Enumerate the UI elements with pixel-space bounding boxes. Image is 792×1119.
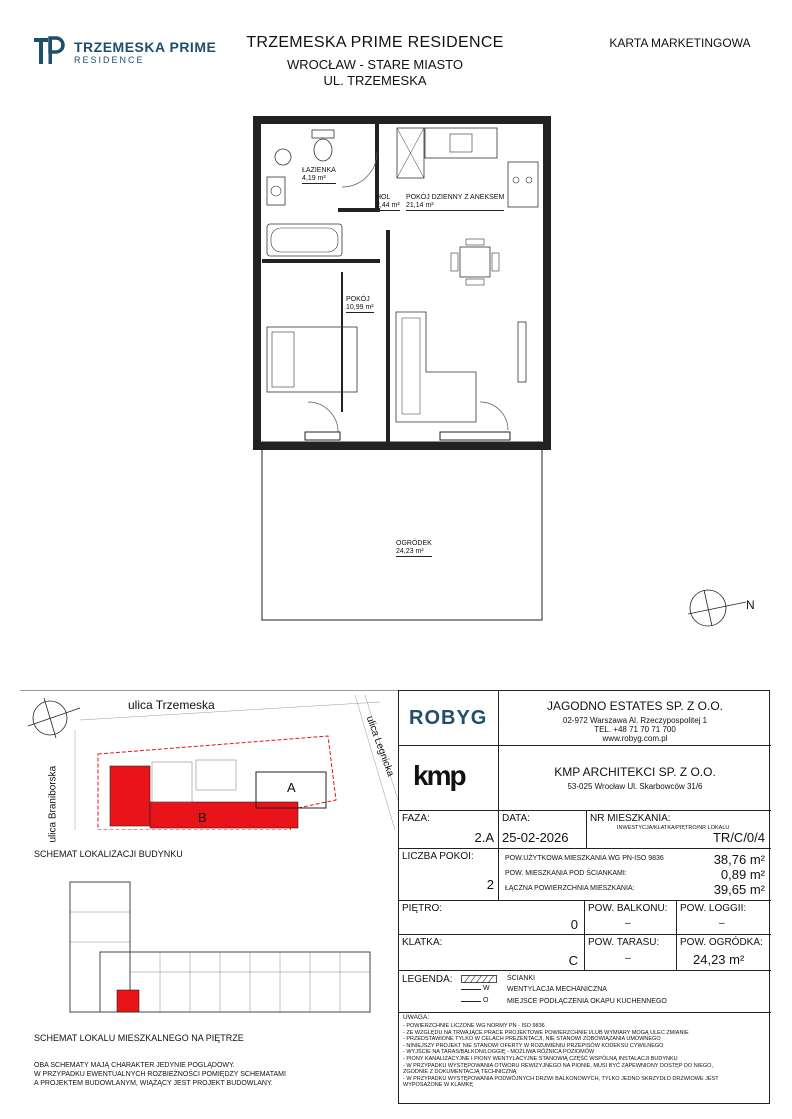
brand-mark-icon (32, 34, 66, 68)
date-cell (499, 811, 587, 849)
room-label-living (406, 194, 504, 211)
loggia-value: – (719, 918, 725, 929)
rooms-label: LICZBA POKOI: (402, 851, 474, 862)
note-line: - NINIEJSZY PROJEKT NIE STANOWI OFERTY W ROZUMIENIU PRZEPISÓW KODEKSU CYWILNEGO (403, 1042, 664, 1049)
developer-address: 02-972 Warszawa Al. Rzeczypospolitej 1 (562, 716, 708, 725)
room-area: 4,19 m² (302, 175, 336, 184)
areas-cell (499, 849, 771, 901)
phase-cell (399, 811, 499, 849)
legend (399, 971, 771, 1013)
under-walls-label: POW. MIESZKANIA POD ŚCIANKAMI: (505, 870, 627, 877)
room-name: POKÓJ (346, 296, 370, 303)
legend-o-key: O (483, 997, 489, 1004)
total-value: 39,65 m² (713, 882, 765, 897)
unit-label: NR MIESZKANIA: (590, 813, 671, 824)
stair-cell (399, 935, 585, 971)
caption-location: SCHEMAT LOKALIZACJI BUDYNKU (34, 849, 183, 859)
garden-value: 24,23 m² (693, 952, 745, 967)
total-label: ŁĄCZNA POWIERZCHNIA MIESZKANIA: (505, 885, 635, 892)
room-name: POKÓJ DZIENNY Z ANEKSEM (406, 194, 505, 201)
street-right: ulica Legnicka (363, 714, 396, 778)
floor-label: PIĘTRO: (402, 903, 443, 914)
kmp-logo: kmp (413, 760, 465, 791)
floor-plan (250, 112, 570, 632)
architect-name: KMP ARCHITEKCI SP. Z O.O. (554, 765, 716, 779)
room-label-hall (376, 194, 400, 211)
loggia-cell (677, 901, 771, 935)
terrace-cell (585, 935, 677, 971)
usable-value: 38,76 m² (713, 852, 765, 867)
note-line: - PIONY KANALIZACYJNE I PIONY WENTYLACYJNE STANOWIĄ CZĘŚĆ WSPÓLNĄ INSTALACJI BUDYNKU (403, 1055, 678, 1062)
location (200, 57, 550, 89)
note-line: - W PRZYPADKU WYSTĘPOWANIA OTWORU REWIZYJNEGO NA PIONIE, MUSI BYĆ ZAPEWNIONY DOSTĘP DO NIEGO, (403, 1062, 713, 1069)
room-name: OGRÓDEK (396, 540, 432, 547)
brand-sub: RESIDENCE (74, 55, 145, 65)
room-label-bathroom (302, 167, 336, 184)
arrow-w-icon (461, 989, 481, 990)
legend-o-text: MIEJSCE PODŁĄCZENIA OKAPU KUCHENNEGO (507, 998, 667, 1005)
floor-schematic (40, 862, 380, 1022)
room-name: HOL (376, 194, 391, 201)
balcony-cell (585, 901, 677, 935)
notes-title: UWAGA: (403, 1014, 430, 1021)
compass (688, 588, 760, 628)
date-label: DATA: (502, 813, 530, 824)
building-a: A (287, 780, 296, 795)
site-map (20, 690, 398, 843)
robyg-logo: ROBYG (409, 707, 488, 729)
developer-web: www.robyg.com.pl (602, 734, 668, 743)
disclaimer-line: OBA SCHEMATY MAJĄ CHARAKTER JEDYNIE POGLĄDOWY. (34, 1062, 235, 1069)
architect-info (499, 746, 771, 811)
street-top: ulica Trzemeska (128, 698, 215, 712)
disclaimer-line: A PROJEKTEM BUDOWLANYM, WIĄŻĄCY JEST PROJEKT BUDOWLANY. (34, 1080, 273, 1087)
note-line: - PRZEDSTAWIONE TYLKO W CELACH PREZENTACJI, NIE STANOWI ZOBOWIĄZANIA UMOWNEGO (403, 1036, 661, 1043)
stair-value: C (568, 953, 578, 968)
usable-label: POW.UŻYTKOWA MIESZKANIA WG PN-ISO 9836 (505, 855, 664, 862)
document-type: KARTA MARKETINGOWA (609, 36, 751, 50)
page-title: TRZEMESKA PRIME RESIDENCE (246, 34, 504, 51)
title-block (398, 690, 770, 1104)
garden-cell (677, 935, 771, 971)
compass-n: N (746, 598, 755, 612)
room-label-garden (396, 540, 432, 557)
room-name: ŁAZIENKA (302, 167, 336, 174)
note-line: - WYJŚCIE NA TARAS/BALKON/LOGGIĘ - MOŻLIWA RÓŻNICA POZIOMÓW (403, 1049, 595, 1056)
note-line: ZGODNIE Z DOKUMENTACJĄ TECHNICZNĄ (403, 1069, 517, 1076)
caption-floor: SCHEMAT LOKALU MIESZKALNEGO NA PIĘTRZE (34, 1033, 244, 1043)
note-line: - POWIERZCHNIE LICZONE WG NORMY PN - ISO 9836 (403, 1023, 545, 1029)
architect-address: 53-025 Wrocław Ul. Skarbowców 31/6 (567, 782, 703, 791)
rooms-value: 2 (486, 877, 494, 892)
room-area: 21,14 m² (406, 202, 504, 211)
developer-logo-cell (399, 691, 499, 746)
disclaimer-line: W PRZYPADKU EWENTUALNYCH ROZBIEŻNOŚCI POMIĘDZY SCHEMATAMI (34, 1071, 286, 1078)
legend-label: LEGENDA: (402, 974, 453, 985)
floor-value: 0 (570, 917, 578, 932)
room-label-bedroom (346, 296, 374, 313)
unit-sub: INWESTYCJA/KLATKA/PIĘTRO/NR LOKALU (617, 825, 730, 831)
note-line: - ZE WZGLĘDU NA TRWAJĄCE PRACE PROJEKTOWE POWIERZCHNIE I/LUB WYMIARY MOGĄ ULEC ZMIANIE (403, 1029, 689, 1036)
under-walls-value: 0,89 m² (720, 867, 765, 882)
room-area: 2,44 m² (376, 202, 400, 209)
room-area: 10,99 m² (346, 304, 374, 311)
notes-list (403, 1023, 719, 1089)
legend-walls: ŚCIANKI (507, 975, 536, 982)
legend-w-text: WENTYLACJA MECHANICZNA (507, 986, 607, 993)
street-left: ulica Braniborska (47, 765, 59, 843)
unit-value: TR/C/0/4 (712, 830, 765, 845)
phase-value: 2.A (474, 830, 494, 845)
phase-label: FAZA: (402, 813, 430, 824)
rooms-cell (399, 849, 499, 901)
city: WROCŁAW - STARE MIASTO (287, 57, 463, 72)
developer-name: JAGODNO ESTATES SP. Z O.O. (546, 699, 724, 713)
terrace-value: – (625, 953, 631, 964)
balcony-label: POW. BALKONU: (588, 903, 668, 914)
brand-name: TRZEMESKA PRIME (74, 39, 217, 55)
legend-w-key: W (483, 985, 490, 992)
street: UL. TRZEMESKA (323, 73, 427, 88)
walls-hatch-icon (461, 975, 497, 983)
note-line: - W PRZYPADKU WYSTĘPOWANIA PODWÓJNYCH DRZWI BALKONOWYCH, TYLKO JEDNO SKRZYDŁO DRZWIOWE JEST (403, 1075, 719, 1082)
developer-info (499, 691, 771, 746)
disclaimer (34, 1061, 286, 1088)
stair-label: KLATKA: (402, 937, 443, 948)
room-area: 24,23 m² (396, 548, 432, 557)
terrace-label: POW. TARASU: (588, 937, 660, 948)
floor-cell (399, 901, 585, 935)
architect-logo-cell (399, 746, 499, 811)
notes (399, 1013, 771, 1103)
unit-cell (587, 811, 771, 849)
arrow-o-icon (461, 1001, 481, 1002)
floor-schematic-drawing (40, 862, 380, 1022)
developer-phone: TEL. +48 71 70 71 700 (594, 725, 676, 734)
note-line: WYPOSAŻONE W KLAMKĘ (403, 1082, 473, 1089)
garden-label: POW. OGRÓDKA: (680, 937, 763, 948)
balcony-value: – (625, 918, 631, 929)
loggia-label: POW. LOGGII: (680, 903, 747, 914)
building-b: B (198, 810, 207, 825)
brand-logo (32, 34, 222, 70)
date-value: 25-02-2026 (502, 830, 569, 845)
